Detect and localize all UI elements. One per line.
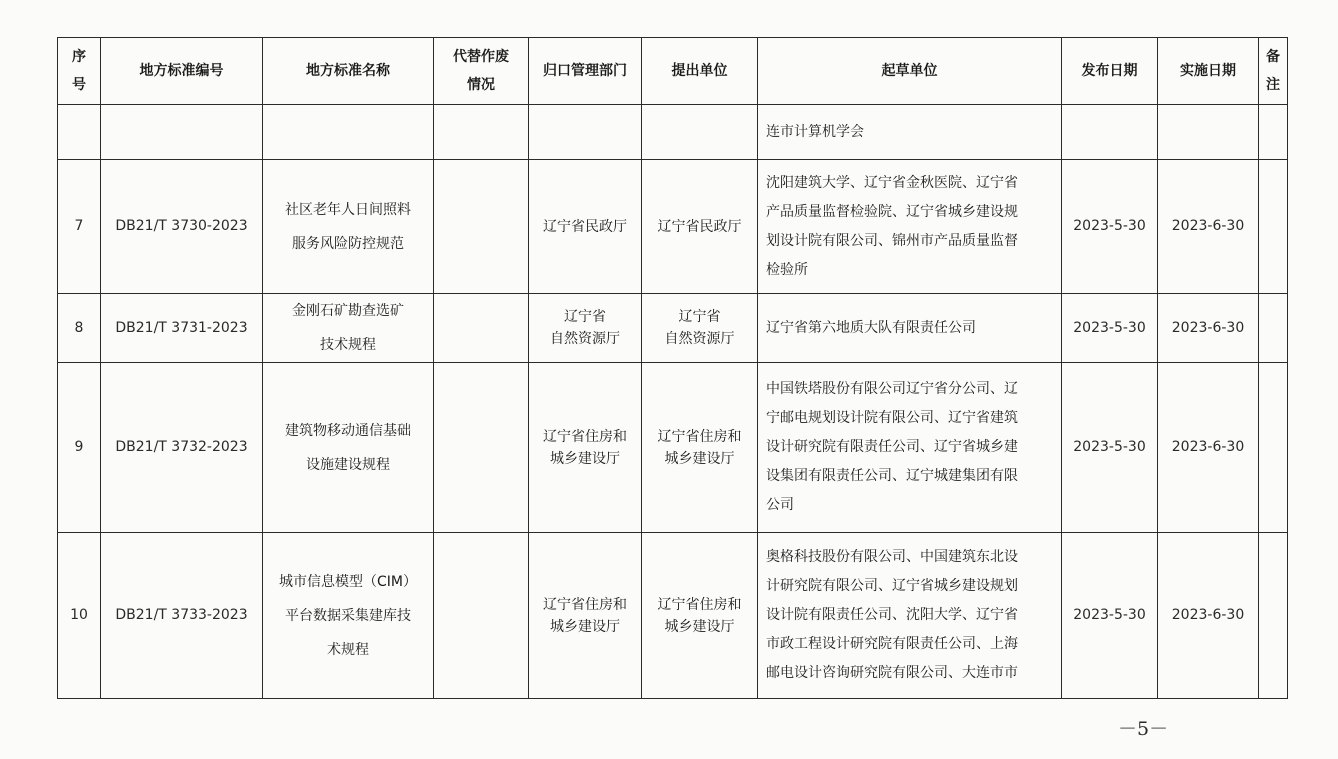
cell-line: 城乡建设厅 xyxy=(664,618,735,635)
cell-dept xyxy=(529,294,642,363)
cell-code xyxy=(101,105,263,160)
cell-drafter xyxy=(758,533,1062,699)
cell-proposer xyxy=(642,363,758,533)
cell-line: 辽宁省住房和 xyxy=(657,428,742,445)
cell-line: 金刚石矿勘查选矿 xyxy=(292,303,404,319)
cell-code: DB21/T 3730-2023 xyxy=(101,160,263,294)
cell-proposer xyxy=(642,533,758,699)
cell-line: 辽宁省 xyxy=(678,309,721,325)
table-row xyxy=(58,533,1288,699)
cell-index: 9 xyxy=(58,363,101,533)
table-row xyxy=(58,160,1288,294)
header-publish-date: 发布日期 xyxy=(1062,38,1158,105)
header-replace-line1: 代替作废 xyxy=(453,49,509,65)
cell-line: 自然资源厅 xyxy=(664,331,735,347)
header-code: 地方标准编号 xyxy=(101,38,263,105)
cell-publish-date xyxy=(1062,105,1158,160)
cell-index: 10 xyxy=(58,533,101,699)
header-note-line2: 注 xyxy=(1266,77,1280,93)
cell-dept xyxy=(529,160,642,294)
cell-line: 社区老年人日间照料 xyxy=(285,201,411,218)
cell-note xyxy=(1259,533,1288,699)
cell-name xyxy=(263,105,434,160)
cell-line: 中国铁塔股份有限公司辽宁省分公司、辽 xyxy=(766,381,1018,397)
cell-proposer xyxy=(642,294,758,363)
cell-line: 设集团有限责任公司、辽宁城建集团有限 xyxy=(766,468,1018,484)
cell-name xyxy=(263,160,434,294)
cell-replace xyxy=(434,160,529,294)
header-index-line1: 序 xyxy=(72,49,86,65)
cell-line: 辽宁省民政厅 xyxy=(543,218,627,235)
cell-replace xyxy=(434,533,529,699)
table-row xyxy=(58,105,1288,160)
cell-line: 奥格科技股份有限公司、中国建筑东北设 xyxy=(766,549,1018,565)
header-note-line1: 备 xyxy=(1266,49,1280,65)
cell-dept xyxy=(529,105,642,160)
header-name: 地方标准名称 xyxy=(263,38,434,105)
cell-line: 城乡建设厅 xyxy=(550,450,620,467)
cell-effective-date xyxy=(1158,105,1259,160)
cell-publish-date: 2023-5-30 xyxy=(1062,294,1158,363)
cell-publish-date: 2023-5-30 xyxy=(1062,363,1158,533)
header-proposer: 提出单位 xyxy=(642,38,758,105)
header-note xyxy=(1259,38,1288,105)
page-number: －5－ xyxy=(1118,718,1169,740)
cell-code: DB21/T 3733-2023 xyxy=(101,533,263,699)
cell-note xyxy=(1259,105,1288,160)
cell-drafter xyxy=(758,363,1062,533)
cell-note xyxy=(1259,363,1288,533)
header-effective-date: 实施日期 xyxy=(1158,38,1259,105)
cell-line: 辽宁省住房和 xyxy=(657,596,742,613)
cell-line: 城乡建设厅 xyxy=(550,618,620,635)
cell-line: 划设计院有限公司、锦州市产品质量监督 xyxy=(766,232,1018,249)
cell-line: 自然资源厅 xyxy=(550,331,620,347)
cell-dept xyxy=(529,363,642,533)
cell-proposer xyxy=(642,105,758,160)
cell-publish-date: 2023-5-30 xyxy=(1062,533,1158,699)
cell-effective-date: 2023-6-30 xyxy=(1158,294,1259,363)
cell-drafter xyxy=(758,294,1062,363)
header-dept: 归口管理部门 xyxy=(529,38,642,105)
header-index xyxy=(58,38,101,105)
cell-effective-date: 2023-6-30 xyxy=(1158,533,1259,699)
cell-line: 邮电设计咨询研究院有限公司、大连市市 xyxy=(766,665,1018,681)
cell-replace xyxy=(434,105,529,160)
header-replace-line2: 情况 xyxy=(467,77,495,93)
cell-line: 城市信息模型（CIM） xyxy=(279,573,417,590)
cell-line: 辽宁省住房和 xyxy=(543,428,627,445)
cell-dept xyxy=(529,533,642,699)
cell-replace xyxy=(434,294,529,363)
cell-line: 辽宁省 xyxy=(564,309,606,325)
header-drafter: 起草单位 xyxy=(758,38,1062,105)
cell-drafter xyxy=(758,105,1062,160)
cell-note xyxy=(1259,160,1288,294)
header-index-line2: 号 xyxy=(72,77,86,93)
cell-note xyxy=(1259,294,1288,363)
table-row xyxy=(58,294,1288,363)
header-replace xyxy=(434,38,529,105)
cell-index xyxy=(58,105,101,160)
cell-effective-date: 2023-6-30 xyxy=(1158,363,1259,533)
cell-line: 计研究院有限公司、辽宁省城乡建设规划 xyxy=(766,578,1018,594)
cell-name xyxy=(263,533,434,699)
cell-line: 检验所 xyxy=(766,261,808,278)
cell-line: 公司 xyxy=(766,497,794,513)
standards-table xyxy=(57,37,1288,699)
table-body xyxy=(58,105,1288,699)
cell-line: 设计研究院有限责任公司、辽宁省城乡建 xyxy=(766,439,1018,455)
header-row xyxy=(58,38,1288,105)
cell-line: 建筑物移动通信基础 xyxy=(285,422,411,439)
cell-replace xyxy=(434,363,529,533)
cell-line: 宁邮电规划设计院有限公司、辽宁省建筑 xyxy=(766,410,1018,426)
cell-line: 市政工程设计研究院有限责任公司、上海 xyxy=(766,636,1018,652)
cell-code: DB21/T 3732-2023 xyxy=(101,363,263,533)
cell-drafter xyxy=(758,160,1062,294)
cell-line: 城乡建设厅 xyxy=(664,450,735,467)
cell-line: 辽宁省第六地质大队有限责任公司 xyxy=(766,319,976,336)
cell-line: 辽宁省住房和 xyxy=(543,596,627,613)
cell-line: 沈阳建筑大学、辽宁省金秋医院、辽宁省 xyxy=(766,174,1018,191)
cell-line: 术规程 xyxy=(327,641,369,658)
cell-line: 技术规程 xyxy=(320,337,376,353)
cell-line: 设施建设规程 xyxy=(306,456,390,473)
cell-index: 8 xyxy=(58,294,101,363)
cell-line: 辽宁省民政厅 xyxy=(657,218,742,235)
cell-name xyxy=(263,294,434,363)
cell-name xyxy=(263,363,434,533)
cell-line: 设计院有限责任公司、沈阳大学、辽宁省 xyxy=(766,607,1018,623)
cell-line: 产品质量监督检验院、辽宁省城乡建设规 xyxy=(766,203,1018,220)
cell-effective-date: 2023-6-30 xyxy=(1158,160,1259,294)
cell-index: 7 xyxy=(58,160,101,294)
cell-publish-date: 2023-5-30 xyxy=(1062,160,1158,294)
cell-code: DB21/T 3731-2023 xyxy=(101,294,263,363)
cell-proposer xyxy=(642,160,758,294)
table-row xyxy=(58,363,1288,533)
cell-line: 平台数据采集建库技 xyxy=(285,607,411,624)
cell-line: 服务风险防控规范 xyxy=(292,235,404,252)
cell-line: 连市计算机学会 xyxy=(766,123,864,140)
